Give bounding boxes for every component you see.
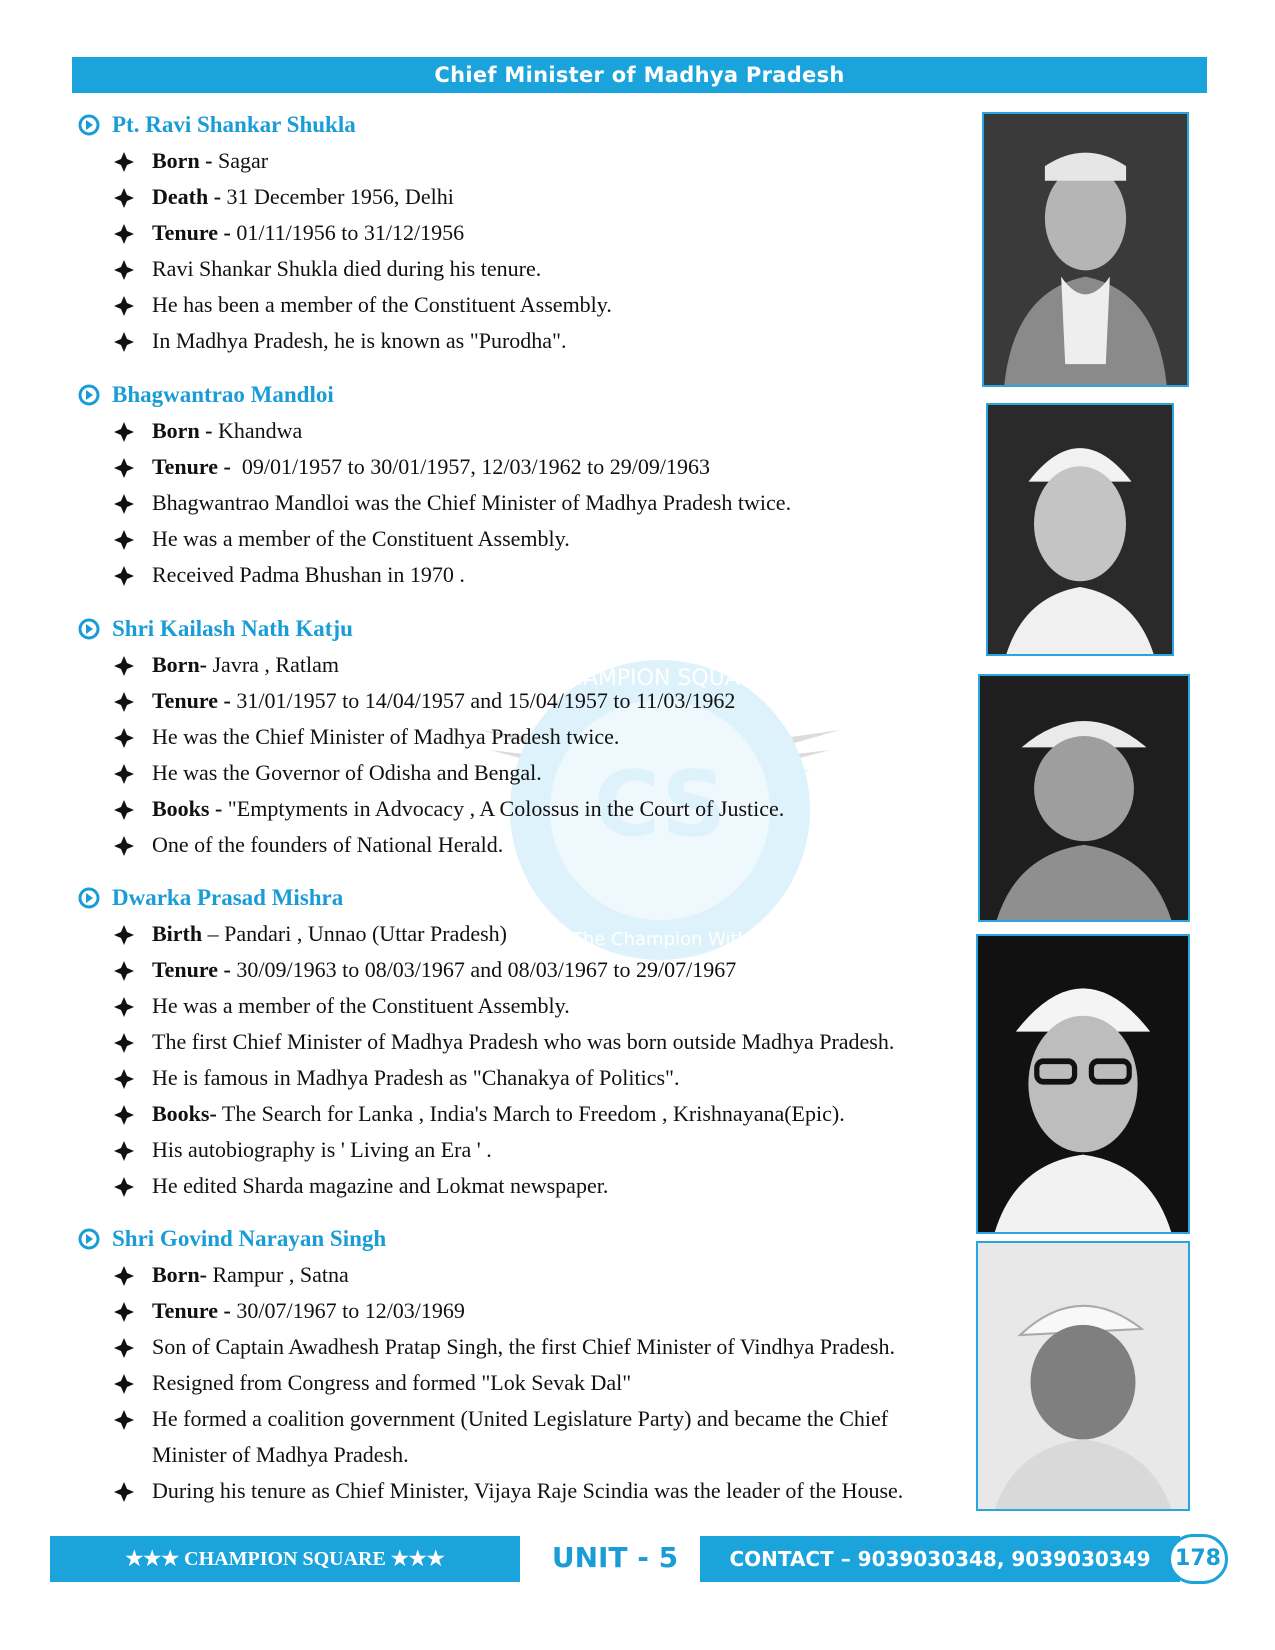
diamond-bullet-icon xyxy=(114,1410,134,1430)
diamond-bullet-icon xyxy=(114,1141,134,1161)
footer-contact: CONTACT – 9039030348, 9039030349 xyxy=(700,1536,1180,1582)
list-item: He was a member of the Constituent Assembly. xyxy=(114,521,978,557)
section-govind-narayan-singh xyxy=(78,1221,978,1509)
diamond-bullet-icon xyxy=(114,152,134,172)
list-item: During his tenure as Chief Minister, Vijaya Raje Scindia was the leader of the House. xyxy=(114,1473,978,1509)
list-item: Tenure - 31/01/1957 to 14/04/1957 and 15/04/1957 to 11/03/1962 xyxy=(114,683,978,719)
diamond-bullet-icon xyxy=(114,692,134,712)
list-item: Tenure - 01/11/1956 to 31/12/1956 xyxy=(114,215,978,251)
list-item: His autobiography is ' Living an Era ' . xyxy=(114,1132,978,1168)
section-title: Shri Kailash Nath Katju xyxy=(112,616,353,641)
section-dwarka-prasad-mishra xyxy=(78,880,978,1204)
arrow-circle-icon xyxy=(78,114,112,136)
section-title: Shri Govind Narayan Singh xyxy=(112,1226,387,1251)
list-item: Born - Sagar xyxy=(114,143,978,179)
page-footer xyxy=(50,1536,1230,1582)
diamond-bullet-icon xyxy=(114,836,134,856)
page-header: Chief Minister of Madhya Pradesh xyxy=(72,57,1207,93)
bullet-list xyxy=(78,413,978,593)
list-item: Received Padma Bhushan in 1970 . xyxy=(114,557,978,593)
diamond-bullet-icon xyxy=(114,296,134,316)
section-kailash-nath-katju xyxy=(78,611,978,863)
list-item: In Madhya Pradesh, he is known as "Purodha". xyxy=(114,323,978,359)
arrow-circle-icon xyxy=(78,1228,112,1250)
diamond-bullet-icon xyxy=(114,1338,134,1358)
list-item: Birth – Pandari , Unnao (Uttar Pradesh) xyxy=(114,916,978,952)
portrait-govind-narayan-singh xyxy=(976,1241,1190,1511)
list-item: Tenure - 30/09/1963 to 08/03/1967 and 08/03/1967 to 29/07/1967 xyxy=(114,952,978,988)
list-item: Resigned from Congress and formed "Lok Sevak Dal" xyxy=(114,1365,978,1401)
diamond-bullet-icon xyxy=(114,422,134,442)
portrait-bhagwantrao-mandloi xyxy=(986,403,1174,656)
arrow-circle-icon xyxy=(78,887,112,909)
list-item: Born- Javra , Ratlam xyxy=(114,647,978,683)
bullet-list xyxy=(78,916,978,1204)
section-ravi-shankar-shukla xyxy=(78,107,978,359)
list-item: Tenure - 30/07/1967 to 12/03/1969 xyxy=(114,1293,978,1329)
arrow-circle-icon xyxy=(78,384,112,406)
page-number: 178 xyxy=(1168,1534,1228,1584)
diamond-bullet-icon xyxy=(114,1266,134,1286)
bullet-list xyxy=(78,1257,978,1509)
list-item: Born- Rampur , Satna xyxy=(114,1257,978,1293)
list-item: He has been a member of the Constituent Assembly. xyxy=(114,287,978,323)
list-item: The first Chief Minister of Madhya Pradesh who was born outside Madhya Pradesh. xyxy=(114,1024,978,1060)
diamond-bullet-icon xyxy=(114,1302,134,1322)
diamond-bullet-icon xyxy=(114,1105,134,1125)
section-title: Bhagwantrao Mandloi xyxy=(112,382,334,407)
diamond-bullet-icon xyxy=(114,1374,134,1394)
diamond-bullet-icon xyxy=(114,997,134,1017)
portrait-ravi-shankar-shukla xyxy=(982,112,1189,387)
diamond-bullet-icon xyxy=(114,188,134,208)
watermark-top-text: CHAMPION SQUARE xyxy=(550,666,770,691)
diamond-bullet-icon xyxy=(114,332,134,352)
diamond-bullet-icon xyxy=(114,764,134,784)
list-item: He was the Chief Minister of Madhya Pradesh twice. xyxy=(114,719,978,755)
list-item: He formed a coalition government (United Legislature Party) and became the Chief xyxy=(114,1401,978,1437)
diamond-bullet-icon xyxy=(114,961,134,981)
bullet-list xyxy=(78,143,978,359)
diamond-bullet-icon xyxy=(114,1069,134,1089)
portrait-kailash-nath-katju xyxy=(978,674,1190,922)
list-item: Books - "Emptyments in Advocacy , A Colossus in the Court of Justice. xyxy=(114,791,978,827)
diamond-bullet-icon xyxy=(114,1482,134,1502)
diamond-bullet-icon xyxy=(114,566,134,586)
diamond-bullet-icon xyxy=(114,458,134,478)
watermark-monogram: CS xyxy=(593,752,727,857)
diamond-bullet-icon xyxy=(114,656,134,676)
list-item: One of the founders of National Herald. xyxy=(114,827,978,863)
diamond-bullet-icon xyxy=(114,1177,134,1197)
list-item: He is famous in Madhya Pradesh as "Chanakya of Politics". xyxy=(114,1060,978,1096)
section-bhagwantrao-mandloi xyxy=(78,377,978,593)
list-item: Tenure - 09/01/1957 to 30/01/1957, 12/03/1962 to 29/09/1963 xyxy=(114,449,978,485)
list-item: Bhagwantrao Mandloi was the Chief Minister of Madhya Pradesh twice. xyxy=(114,485,978,521)
bullet-list xyxy=(78,647,978,863)
diamond-bullet-icon xyxy=(114,530,134,550)
diamond-bullet-icon xyxy=(114,925,134,945)
watermark-bottom-text: Be The Champion With Us xyxy=(542,929,778,950)
diamond-bullet-icon xyxy=(114,1033,134,1053)
list-item: Books- The Search for Lanka , India's March to Freedom , Krishnayana(Epic). xyxy=(114,1096,978,1132)
section-title: Dwarka Prasad Mishra xyxy=(112,885,344,910)
footer-brand: ★★★ CHAMPION SQUARE ★★★ xyxy=(50,1536,520,1582)
list-item: He was a member of the Constituent Assembly. xyxy=(114,988,978,1024)
list-item: Born - Khandwa xyxy=(114,413,978,449)
arrow-circle-icon xyxy=(78,618,112,640)
list-item-continuation: Minister of Madhya Pradesh. xyxy=(152,1442,409,1467)
diamond-bullet-icon xyxy=(114,800,134,820)
list-item: He edited Sharda magazine and Lokmat newspaper. xyxy=(114,1168,978,1204)
diamond-bullet-icon xyxy=(114,260,134,280)
diamond-bullet-icon xyxy=(114,728,134,748)
list-item: Death - 31 December 1956, Delhi xyxy=(114,179,978,215)
section-title: Pt. Ravi Shankar Shukla xyxy=(112,112,356,137)
portrait-dwarka-prasad-mishra xyxy=(976,934,1190,1234)
diamond-bullet-icon xyxy=(114,494,134,514)
footer-unit: UNIT - 5 xyxy=(551,1541,679,1574)
list-item: Son of Captain Awadhesh Pratap Singh, the first Chief Minister of Vindhya Pradesh. xyxy=(114,1329,978,1365)
list-item: Ravi Shankar Shukla died during his tenure. xyxy=(114,251,978,287)
list-item: He was the Governor of Odisha and Bengal. xyxy=(114,755,978,791)
diamond-bullet-icon xyxy=(114,224,134,244)
